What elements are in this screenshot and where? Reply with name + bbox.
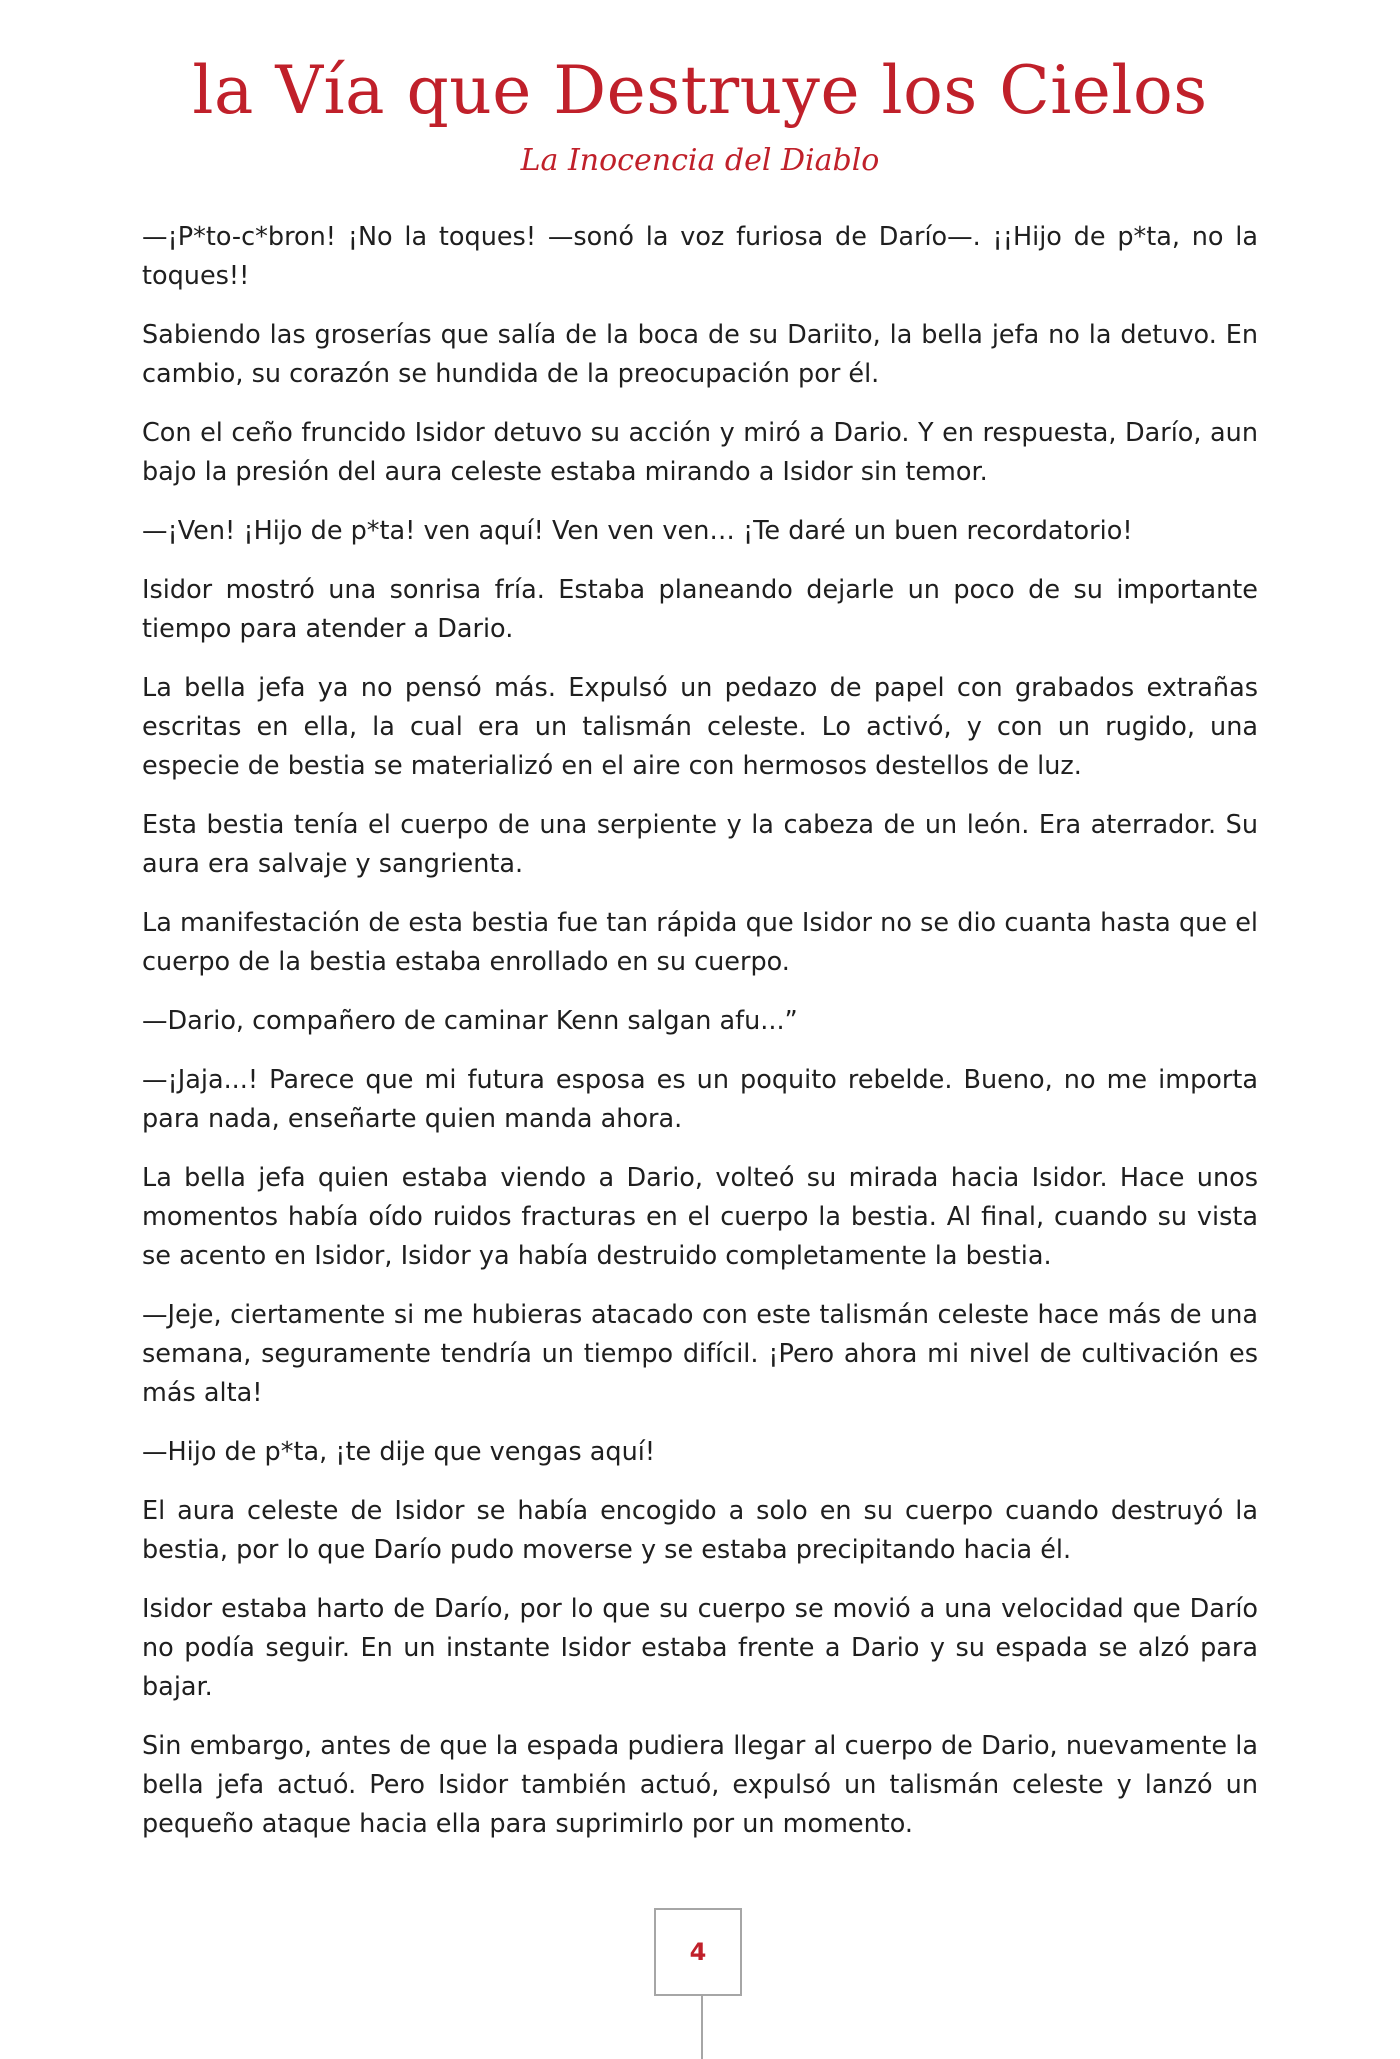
paragraph: Isidor mostró una sonrisa fría. Estaba planeando dejarle un poco de su importante tiempo para atender a Dario. <box>142 575 1258 644</box>
paragraph: —¡Ven! ¡Hijo de p*ta! ven aquí! Ven ven ven… ¡Te daré un buen recordatorio! <box>142 516 1133 546</box>
book-subtitle: La Inocencia del Diablo <box>520 143 880 178</box>
paragraph: Sin embargo, antes de que la espada pudiera llegar al cuerpo de Dario, nuevamente la bella jefa actuó. Pero Isidor también actuó, expulsó un talismán celeste y lanzó un pequeño ataque hacia ella para suprimirlo por un momento. <box>142 1731 1258 1839</box>
paragraph: La manifestación de esta bestia fue tan rápida que Isidor no se dio cuanta hasta que el cuerpo de la bestia estaba enrollado en su cuerpo. <box>142 908 1258 977</box>
paragraph: Isidor estaba harto de Darío, por lo que su cuerpo se movió a una velocidad que Darío no podía seguir. En un instante Isidor estaba frente a Dario y su espada se alzó para bajar. <box>142 1594 1258 1702</box>
body-text <box>142 218 1258 1864</box>
paragraph: —Dario, compañero de caminar Kenn salgan afu...” <box>142 1006 798 1036</box>
page-number-connector <box>701 1996 703 2059</box>
page-number-box <box>654 1908 742 1996</box>
paragraph: —¡P*to-c*bron! ¡No la toques! —sonó la voz furiosa de Darío—. ¡¡Hijo de p*ta, no la toques!! <box>142 222 1258 291</box>
paragraph: Esta bestia tenía el cuerpo de una serpiente y la cabeza de un león. Era aterrador. Su aura era salvaje y sangrienta. <box>142 810 1258 879</box>
paragraph: La bella jefa ya no pensó más. Expulsó un pedazo de papel con grabados extrañas escritas en ella, la cual era un talismán celeste. Lo activó, y con un rugido, una especie de bestia se materializó en el aire con hermosos destellos de luz. <box>142 673 1258 781</box>
paragraph: El aura celeste de Isidor se había encogido a solo en su cuerpo cuando destruyó la bestia, por lo que Darío pudo moverse y se estaba precipitando hacia él. <box>142 1496 1258 1565</box>
paragraph: —¡Jaja...! Parece que mi futura esposa es un poquito rebelde. Bueno, no me importa para nada, enseñarte quien manda ahora. <box>142 1065 1258 1134</box>
paragraph: La bella jefa quien estaba viendo a Dario, volteó su mirada hacia Isidor. Hace unos momentos había oído ruidos fracturas en el cuerpo la bestia. Al final, cuando su vista se acento en Isidor, Isidor ya había destruido completamente la bestia. <box>142 1163 1258 1271</box>
book-title: la Vía que Destruye los Cielos <box>192 52 1208 129</box>
paragraph: —Hijo de p*ta, ¡te dije que vengas aquí! <box>142 1437 656 1467</box>
page-number: 4 <box>689 1938 707 1966</box>
paragraph: Con el ceño fruncido Isidor detuvo su acción y miró a Dario. Y en respuesta, Darío, aun bajo la presión del aura celeste estaba mirando a Isidor sin temor. <box>142 418 1258 487</box>
paragraph: Sabiendo las groserías que salía de la boca de su Dariito, la bella jefa no la detuvo. En cambio, su corazón se hundida de la preocupación por él. <box>142 320 1258 389</box>
paragraph: —Jeje, ciertamente si me hubieras atacado con este talismán celeste hace más de una semana, seguramente tendría un tiempo difícil. ¡Pero ahora mi nivel de cultivación es más alta! <box>142 1300 1258 1408</box>
